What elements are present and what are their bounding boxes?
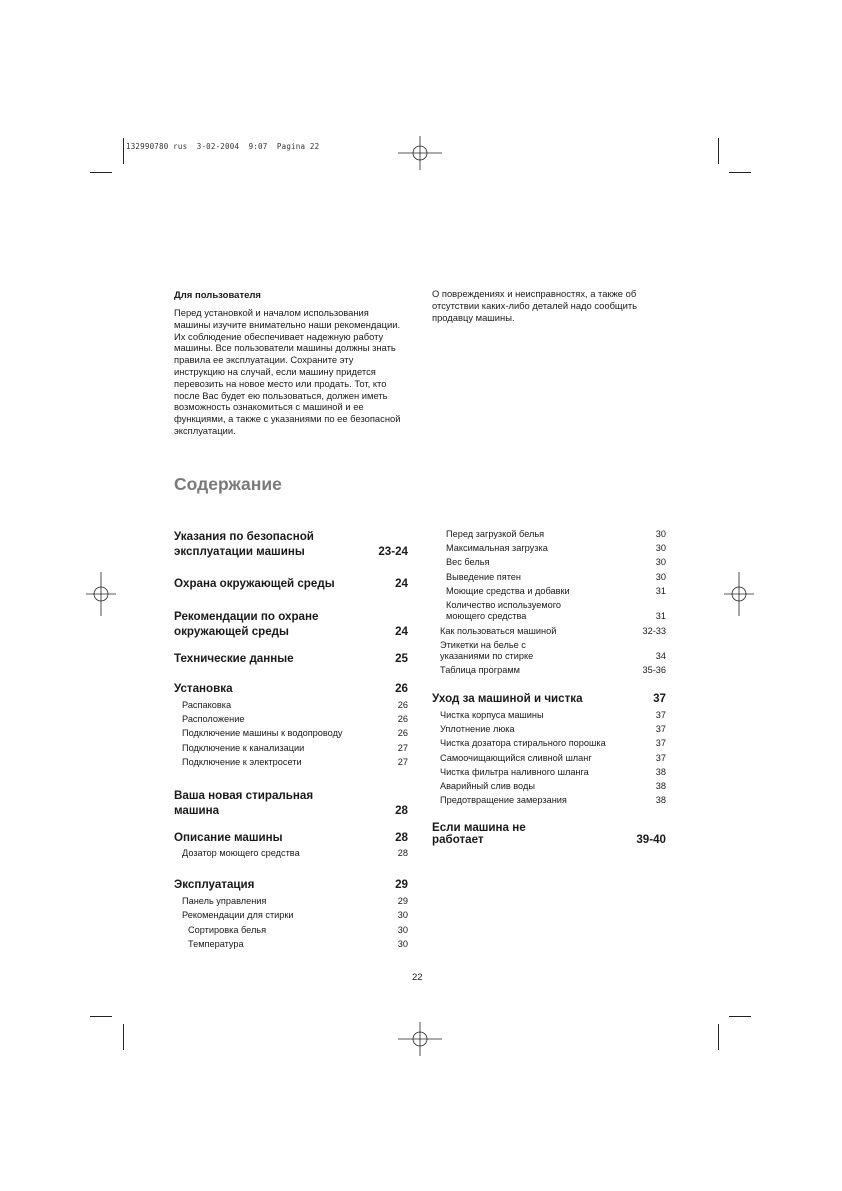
toc-item-page: 29	[397, 896, 408, 906]
toc-section-title: Рекомендации по охране окружающей среды	[174, 610, 319, 638]
toc-section[interactable]	[432, 691, 666, 706]
toc-item-label: Температура	[188, 939, 244, 949]
toc-item[interactable]	[446, 600, 666, 622]
toc-item-page: 26	[397, 700, 408, 710]
toc-item-label: Панель управления	[182, 896, 267, 906]
toc-item-label: Подключение машины к водопроводу	[182, 728, 343, 738]
toc-item-page: 30	[655, 557, 666, 567]
toc-item-label: Чистка корпуса машины	[440, 710, 544, 720]
toc-item-label: Рекомендации для стирки	[182, 910, 294, 920]
toc-section-title: Указания по безопасной эксплуатации машины	[174, 530, 314, 558]
toc-item-page: 27	[397, 757, 408, 767]
crop-mark-bottom-left-h	[90, 1016, 112, 1017]
toc-section-title: Ваша новая стиральная машина	[174, 789, 314, 817]
toc-item-page: 34	[655, 651, 666, 661]
toc-item-label: Выведение пятен	[446, 572, 521, 582]
toc-section-page: 23-24	[378, 545, 408, 558]
toc-item-page: 37	[655, 710, 666, 720]
toc-item-page: 32-33	[642, 626, 666, 636]
toc-item-label: Самоочищающийся сливной шланг	[440, 753, 592, 763]
toc-item-label: Уплотнение люка	[440, 724, 515, 734]
page-number: 22	[412, 972, 423, 983]
contents-heading: Содержание	[174, 474, 282, 494]
intro-note: О повреждениях и неисправностях, а также об отсутствии каких-либо деталей надо сообщить продавцу машины.	[432, 288, 638, 323]
toc-item-page: 38	[655, 767, 666, 777]
toc-item[interactable]	[440, 640, 666, 662]
toc-section-title: Эксплуатация	[174, 878, 255, 891]
toc-section[interactable]	[174, 576, 408, 591]
toc-item-page: 30	[655, 543, 666, 553]
crop-mark-bottom-right-h	[729, 1016, 751, 1017]
toc-item-page: 30	[655, 572, 666, 582]
toc-section[interactable]	[174, 609, 408, 639]
toc-item-page: 38	[655, 795, 666, 805]
crop-mark-bottom-right-v	[718, 1024, 719, 1050]
toc-item-page: 30	[397, 925, 408, 935]
toc-section[interactable]	[174, 651, 408, 666]
toc-section-title: Уход за машиной и чистка	[432, 692, 583, 705]
toc-item-page: 26	[397, 728, 408, 738]
toc-section[interactable]	[174, 788, 408, 818]
toc-item-page: 37	[655, 724, 666, 734]
toc-item-label: Чистка фильтра наливного шланга	[440, 767, 589, 777]
intro-title: Для пользователя	[174, 290, 261, 301]
toc-section-page: 25	[395, 652, 408, 665]
crop-mark-top-right-v	[718, 138, 719, 164]
toc-item-label: Этикетки на белье с указаниями по стирке	[440, 640, 534, 661]
toc-item-label: Вес белья	[446, 557, 490, 567]
toc-item-page: 31	[655, 586, 666, 596]
toc-item-label: Как пользоваться машиной	[440, 626, 557, 636]
toc-item-page: 30	[397, 910, 408, 920]
toc-item-page: 30	[397, 939, 408, 949]
toc-item-label: Таблица программ	[440, 665, 520, 675]
intro-paragraph: Перед установкой и началом использования машины изучите внимательно наши рекомендации. Их соблюдение обеспечивает надежную работу машины. Все пользователи машины должны знать правила ее эксплуатации. Сохраните эту инструкцию на случай, если машину придется перевозить на новое место или продать. Тот, кто после Вас будет ею пользоваться, должен иметь возможность ознакомиться с машиной и ее функциями, а также с указаниями по ее безопасной эксплуатации.	[174, 307, 401, 436]
toc-item-page: 27	[397, 743, 408, 753]
toc-item-page: 31	[655, 611, 666, 621]
toc-item-label: Предотвращение замерзания	[440, 795, 567, 805]
toc-item-label: Чистка дозатора стирального порошка	[440, 738, 606, 748]
toc-item-label: Дозатор моющего средства	[182, 848, 300, 858]
crop-mark-top-left-h	[90, 172, 112, 173]
toc-item-page: 28	[397, 848, 408, 858]
toc-item-page: 38	[655, 781, 666, 791]
registration-mark-bottom-icon	[398, 1022, 442, 1056]
toc-section-title: Если машина не работает	[432, 821, 526, 846]
toc-item-label: Моющие средства и добавки	[446, 586, 570, 596]
toc-section-title: Технические данные	[174, 652, 294, 665]
toc-section-page: 24	[395, 577, 408, 590]
toc-section-page: 28	[395, 831, 408, 844]
toc-section-title: Установка	[174, 682, 233, 695]
toc-section-page: 26	[395, 682, 408, 695]
toc-item-page: 37	[655, 753, 666, 763]
toc-section-title: Охрана окружающей среды	[174, 577, 335, 590]
toc-section[interactable]	[174, 529, 408, 559]
toc-item-label: Распаковка	[182, 700, 232, 710]
toc-section-page: 37	[653, 692, 666, 705]
print-slug: 132990780 rus 3-02-2004 9:07 Pagina 22	[126, 142, 320, 151]
toc-item-page: 37	[655, 738, 666, 748]
toc-section-page: 29	[395, 878, 408, 891]
toc-item-label: Максимальная загрузка	[446, 543, 548, 553]
toc-section[interactable]	[432, 822, 666, 848]
toc-section[interactable]	[174, 877, 408, 892]
toc-section-title: Описание машины	[174, 831, 283, 844]
toc-item-label: Подключение к канализации	[182, 743, 305, 753]
toc-item-page: 35-36	[642, 665, 666, 675]
toc-item-label: Количество используемого моющего средства	[446, 600, 562, 621]
toc-section[interactable]	[174, 830, 408, 845]
registration-mark-left-icon	[86, 572, 116, 616]
toc-section[interactable]	[174, 681, 408, 696]
toc-section-page: 24	[395, 625, 408, 638]
toc-section-page: 39-40	[636, 833, 666, 846]
toc-section-page: 28	[395, 804, 408, 817]
crop-mark-bottom-left-v	[123, 1024, 124, 1050]
toc-item-label: Подключение к электросети	[182, 757, 302, 767]
toc-item-label: Сортировка белья	[188, 925, 267, 935]
registration-mark-right-icon	[724, 572, 754, 616]
crop-mark-top-left-v	[123, 138, 124, 164]
crop-mark-top-right-h	[729, 172, 751, 173]
toc-item-page: 26	[397, 714, 408, 724]
toc-item-page: 30	[655, 529, 666, 539]
toc-item-label: Перед загрузкой белья	[446, 529, 545, 539]
toc-item-label: Аварийный слив воды	[440, 781, 535, 791]
registration-mark-top-icon	[398, 136, 442, 170]
toc-item-label: Расположение	[182, 714, 245, 724]
